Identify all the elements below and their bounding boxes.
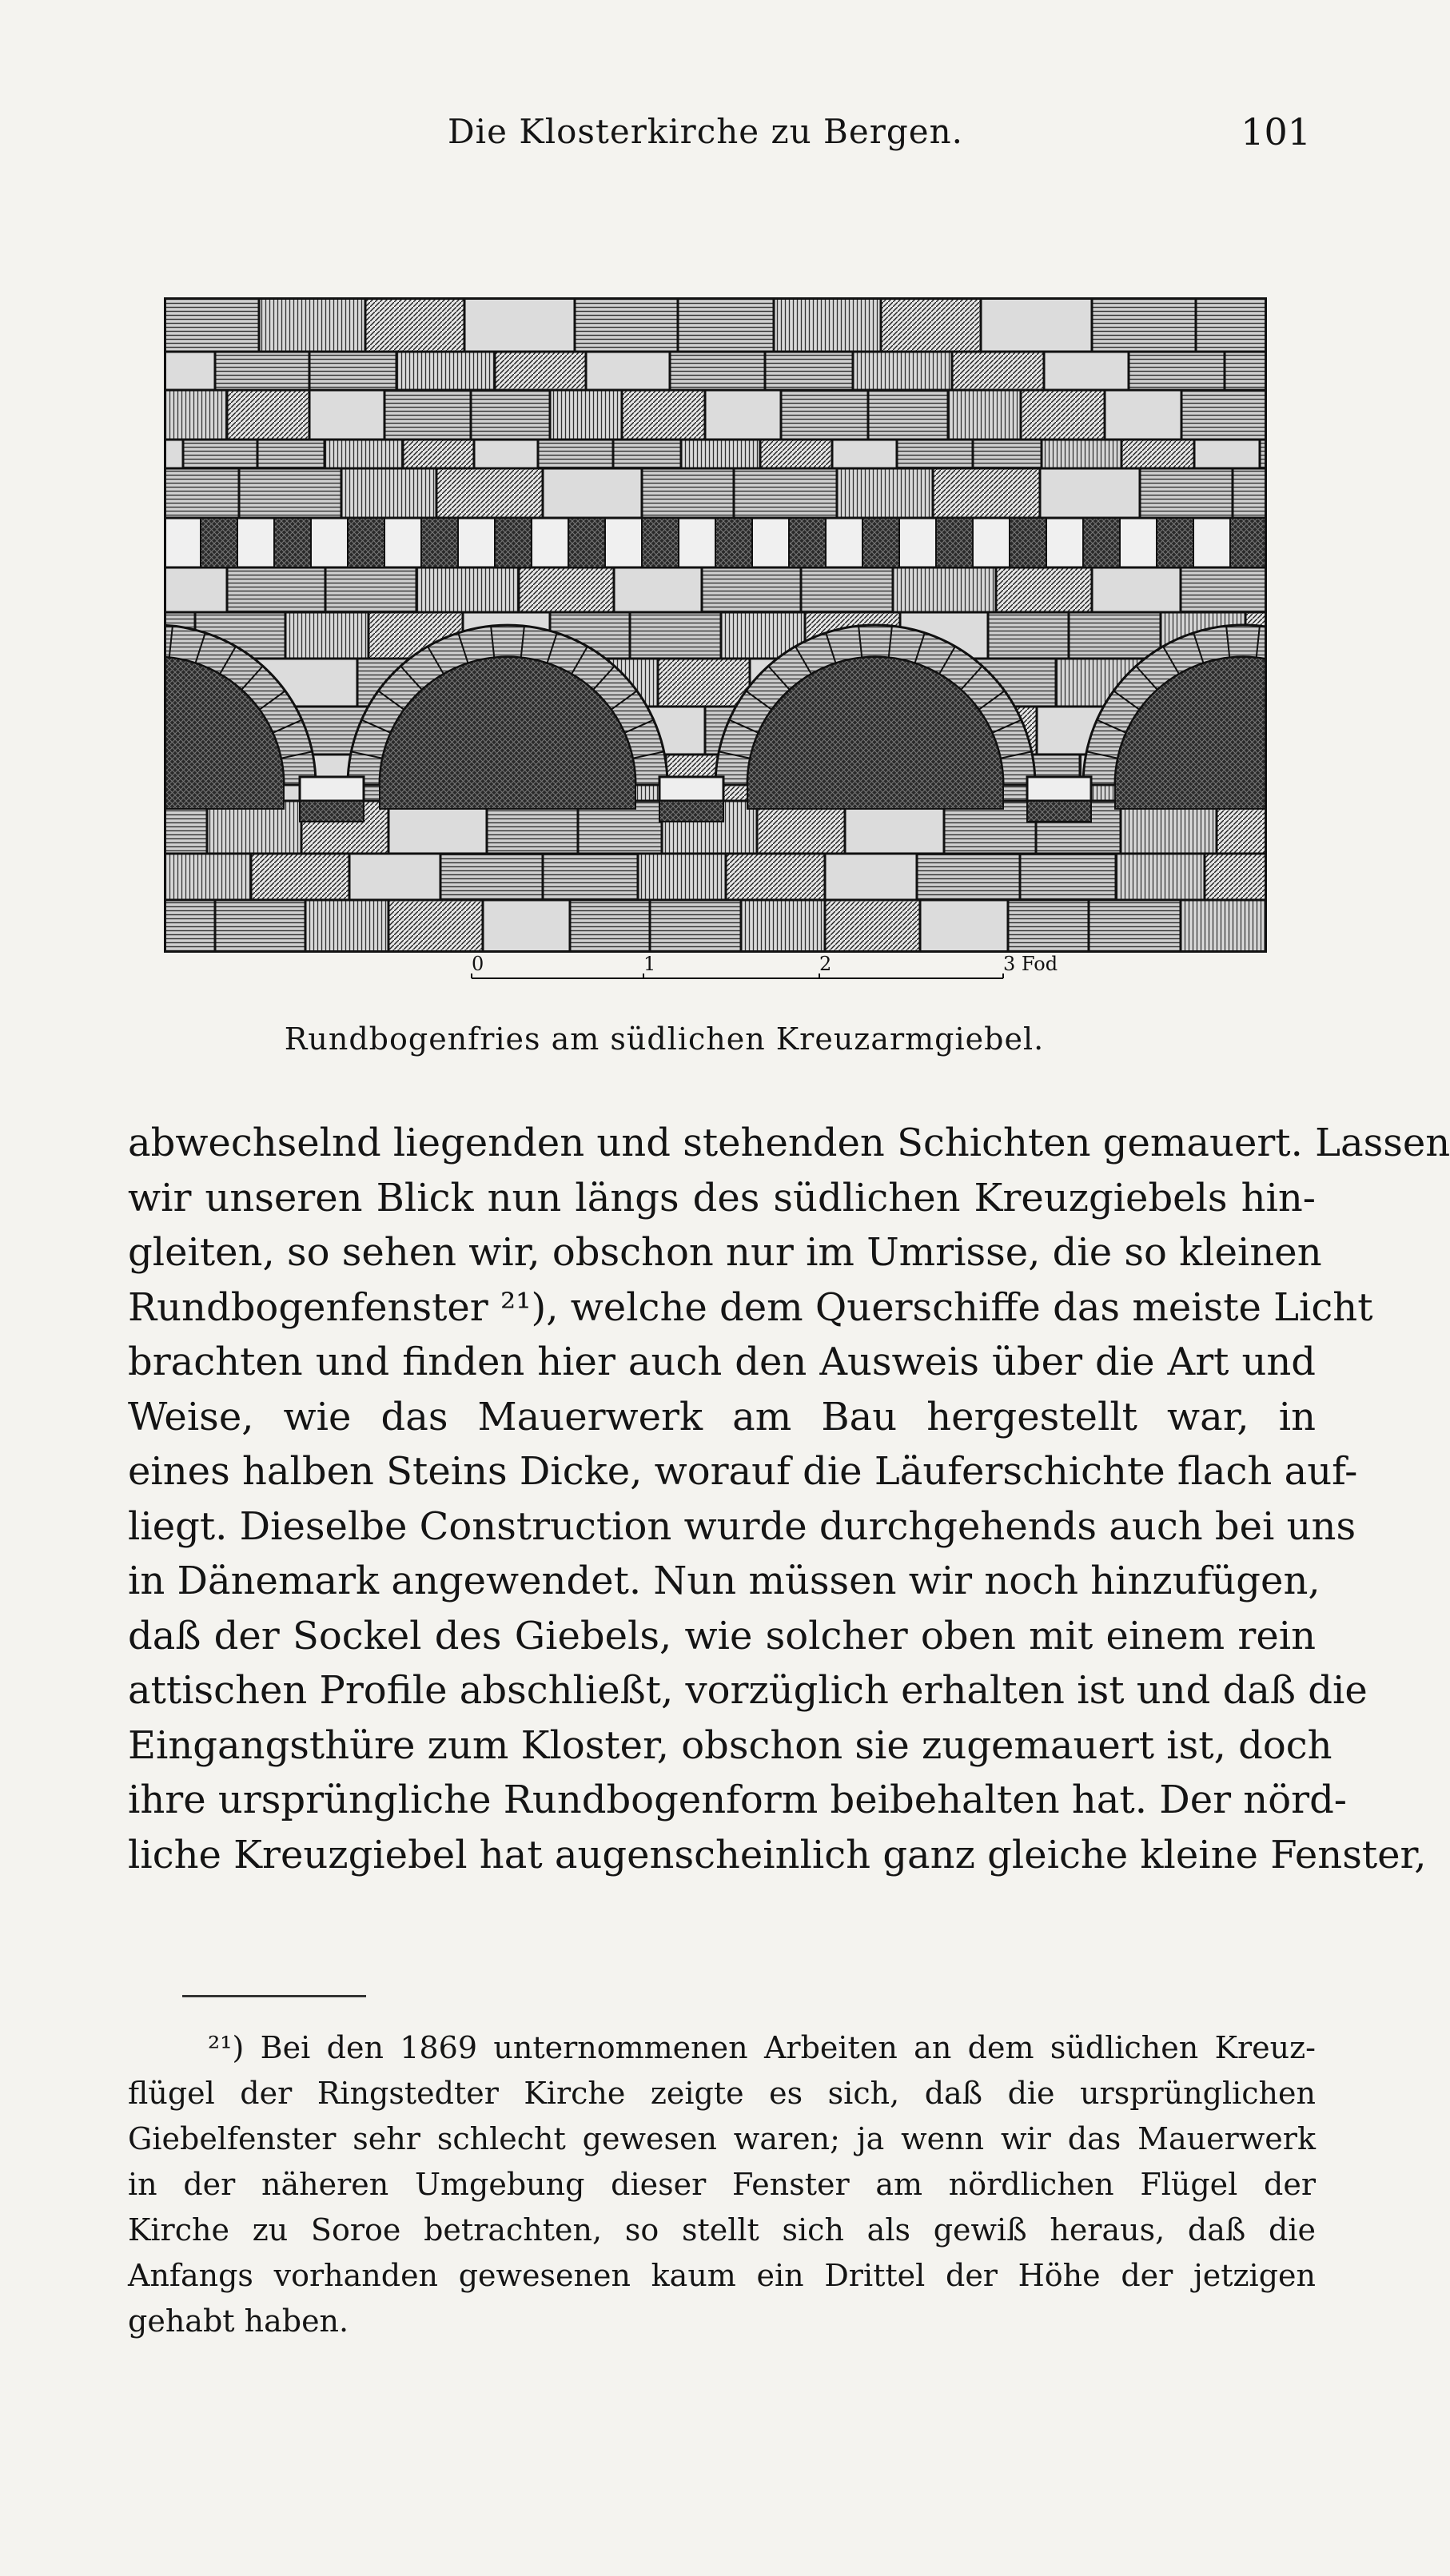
- brick: [1205, 854, 1305, 900]
- brick: [734, 468, 837, 518]
- brick: [705, 390, 781, 440]
- brick: [1181, 390, 1269, 440]
- brick: [570, 900, 650, 953]
- brick: [613, 440, 681, 468]
- footnote-line: Kirche zu Soroe betrachten, so stellt sich als gewiß heraus, daß die: [128, 2212, 1316, 2248]
- brick: [257, 440, 325, 468]
- brick: [933, 468, 1040, 518]
- dentil: [1230, 518, 1267, 567]
- brick: [471, 390, 550, 440]
- brick: [403, 440, 474, 468]
- corbel: [300, 777, 364, 801]
- brick: [575, 297, 678, 352]
- brick: [543, 468, 642, 518]
- brick: [543, 854, 638, 900]
- brick: [474, 440, 538, 468]
- brick: [642, 468, 734, 518]
- text-line: daß der Sockel des Giebels, wie solcher oben mit einem rein: [128, 1613, 1316, 1658]
- brick: [658, 659, 750, 707]
- brick: [1196, 297, 1293, 352]
- brick: [1069, 612, 1161, 659]
- brick: [416, 567, 519, 612]
- text-line: gleiten, so sehen wir, obschon nur im Umrisse, die so kleinen: [128, 1230, 1322, 1275]
- brick: [183, 440, 257, 468]
- footnote-line: in der näheren Umgebung dieser Fenster am nördlichen Flügel der: [128, 2167, 1316, 2202]
- brick: [215, 352, 309, 390]
- brick: [132, 352, 215, 390]
- brick: [1105, 390, 1181, 440]
- brick: [1225, 352, 1313, 390]
- brick: [801, 567, 893, 612]
- brick: [120, 440, 183, 468]
- brick: [681, 440, 760, 468]
- brick: [156, 390, 227, 440]
- brick: [920, 900, 1008, 953]
- brick: [650, 900, 741, 953]
- dentil: [274, 518, 311, 567]
- brick: [1092, 567, 1181, 612]
- dentil: [495, 518, 532, 567]
- corbel: [659, 777, 723, 801]
- brick: [388, 900, 483, 953]
- brick: [227, 567, 325, 612]
- footnote: [128, 2025, 1316, 2344]
- text-line: abwechselnd liegenden und stehenden Schichten gemauert. Lassen: [128, 1121, 1450, 1165]
- brick: [897, 440, 973, 468]
- brick: [325, 440, 403, 468]
- brick: [136, 900, 215, 953]
- text-line: ihre ursprüngliche Rundbogenform beibehalten hat. Der nörd-: [128, 1778, 1348, 1822]
- brick: [702, 567, 801, 612]
- brick: [519, 567, 614, 612]
- text-line: wir unseren Blick nun längs des südlichen Kreuzgiebels hin-: [128, 1175, 1316, 1220]
- brick: [988, 612, 1069, 659]
- brick: [893, 567, 996, 612]
- footnote-line: flügel der Ringstedter Kirche zeigte es sich, daß die ursprünglichen: [128, 2076, 1316, 2111]
- main-text: [128, 1116, 1450, 1882]
- brick: [1044, 352, 1129, 390]
- brick: [853, 352, 952, 390]
- text-line: eines halben Steins Dicke, worauf die Läuferschichte flach auf-: [128, 1449, 1358, 1494]
- brick: [550, 390, 622, 440]
- text-line: brachten und finden hier auch den Ausweis über die Art und: [128, 1340, 1316, 1384]
- scale-label: 1: [643, 953, 656, 975]
- dentil: [862, 518, 899, 567]
- brick: [341, 468, 436, 518]
- brick: [670, 352, 765, 390]
- scale-bar: [472, 953, 1058, 978]
- brick: [305, 900, 388, 953]
- brick: [227, 390, 309, 440]
- scale-label: 2: [819, 953, 832, 975]
- brick: [365, 297, 464, 352]
- brick: [440, 854, 543, 900]
- brick: [384, 390, 471, 440]
- brick: [164, 297, 259, 352]
- brick: [1021, 390, 1105, 440]
- brick: [774, 297, 881, 352]
- dentil: [421, 518, 458, 567]
- brick: [741, 900, 825, 953]
- brick: [948, 390, 1021, 440]
- brick: [1040, 468, 1140, 518]
- brick: [349, 854, 440, 900]
- footnote-line: Giebelfenster sehr schlecht gewesen waren; ja wenn wir das Mauerwerk: [128, 2121, 1316, 2156]
- brick: [483, 900, 570, 953]
- dentil: [201, 518, 237, 567]
- text-line: Weise, wie das Mauerwerk am Bau hergestellt war, in: [128, 1394, 1316, 1439]
- text-line: Eingangsthüre zum Kloster, obschon sie zugemauert ist, doch: [128, 1722, 1332, 1768]
- text-line: attischen Profile abschließt, vorzüglich erhalten ist und daß die: [128, 1668, 1368, 1713]
- brick: [726, 854, 825, 900]
- brick: [996, 567, 1092, 612]
- brick: [868, 390, 948, 440]
- brick: [495, 352, 586, 390]
- dentil: [936, 518, 973, 567]
- brick: [973, 440, 1042, 468]
- footnote-line: Anfangs vorhanden gewesenen kaum ein Drittel der Höhe der jetzigen: [128, 2258, 1316, 2293]
- brick: [630, 612, 721, 659]
- page-number: 101: [1241, 110, 1311, 153]
- brick: [586, 352, 670, 390]
- brick: [259, 297, 365, 352]
- brick: [614, 567, 702, 612]
- footnote-line: gehabt haben.: [128, 2303, 349, 2339]
- corbel: [1027, 777, 1091, 801]
- footnote-rule: [182, 1995, 366, 1997]
- brick: [309, 390, 384, 440]
- brick: [1233, 468, 1336, 518]
- brick: [436, 468, 543, 518]
- brick: [1194, 440, 1260, 468]
- running-title: Die Klosterkirche zu Bergen.: [448, 112, 963, 151]
- dentil: [348, 518, 384, 567]
- brick: [832, 440, 897, 468]
- brick: [239, 468, 341, 518]
- brick: [464, 297, 575, 352]
- text-line: Rundbogenfenster ²¹), welche dem Querschiffe das meiste Licht: [128, 1284, 1373, 1330]
- dentil: [642, 518, 679, 567]
- dentil: [715, 518, 752, 567]
- brick: [1181, 900, 1265, 953]
- brick: [148, 468, 239, 518]
- brick: [1260, 440, 1336, 468]
- brick: [1129, 352, 1225, 390]
- brick: [765, 352, 853, 390]
- brick: [825, 854, 917, 900]
- scale-label: 3 Fod: [1003, 953, 1058, 975]
- brick: [251, 854, 349, 900]
- brick: [538, 440, 613, 468]
- dentil: [568, 518, 605, 567]
- brick: [881, 297, 981, 352]
- footnote-line: ²¹) Bei den 1869 unternommenen Arbeiten an dem südlichen Kreuz-: [208, 2030, 1316, 2065]
- brick: [981, 297, 1092, 352]
- text-line: in Dänemark angewendet. Nun müssen wir noch hinzufügen,: [128, 1559, 1321, 1603]
- brick: [325, 567, 416, 612]
- brick: [952, 352, 1044, 390]
- brick: [837, 468, 933, 518]
- brick: [1008, 900, 1089, 953]
- dentil: [789, 518, 826, 567]
- brick: [917, 854, 1020, 900]
- brick: [1265, 900, 1361, 953]
- brick: [140, 567, 227, 612]
- brick: [1092, 297, 1196, 352]
- dentil: [1083, 518, 1120, 567]
- brick: [1042, 440, 1121, 468]
- text-line: liche Kreuzgiebel hat augenscheinlich ganz gleiche kleine Fenster,: [128, 1832, 1427, 1877]
- brick: [760, 440, 832, 468]
- brick: [622, 390, 705, 440]
- scale-label: 0: [472, 953, 484, 975]
- brick: [396, 352, 495, 390]
- brick: [638, 854, 726, 900]
- brick: [1116, 854, 1205, 900]
- brick: [781, 390, 868, 440]
- brick: [1089, 900, 1181, 953]
- brick: [164, 854, 251, 900]
- brick: [285, 612, 368, 659]
- dentil: [1157, 518, 1193, 567]
- brick: [215, 900, 305, 953]
- dentil: [1010, 518, 1046, 567]
- brick: [1121, 440, 1194, 468]
- brick: [1140, 468, 1233, 518]
- brick: [678, 297, 774, 352]
- page-header: [160, 106, 1311, 161]
- text-line: liegt. Dieselbe Construction wurde durchgehends auch bei uns: [128, 1503, 1356, 1549]
- figure-caption: Rundbogenfries am südlichen Kreuzarmgiebel.: [284, 1021, 1045, 1057]
- brick: [825, 900, 920, 953]
- brick: [309, 352, 396, 390]
- figure-round-arch-frieze: [164, 297, 1267, 1001]
- brick: [1020, 854, 1116, 900]
- frieze-illustration: [164, 297, 1267, 1001]
